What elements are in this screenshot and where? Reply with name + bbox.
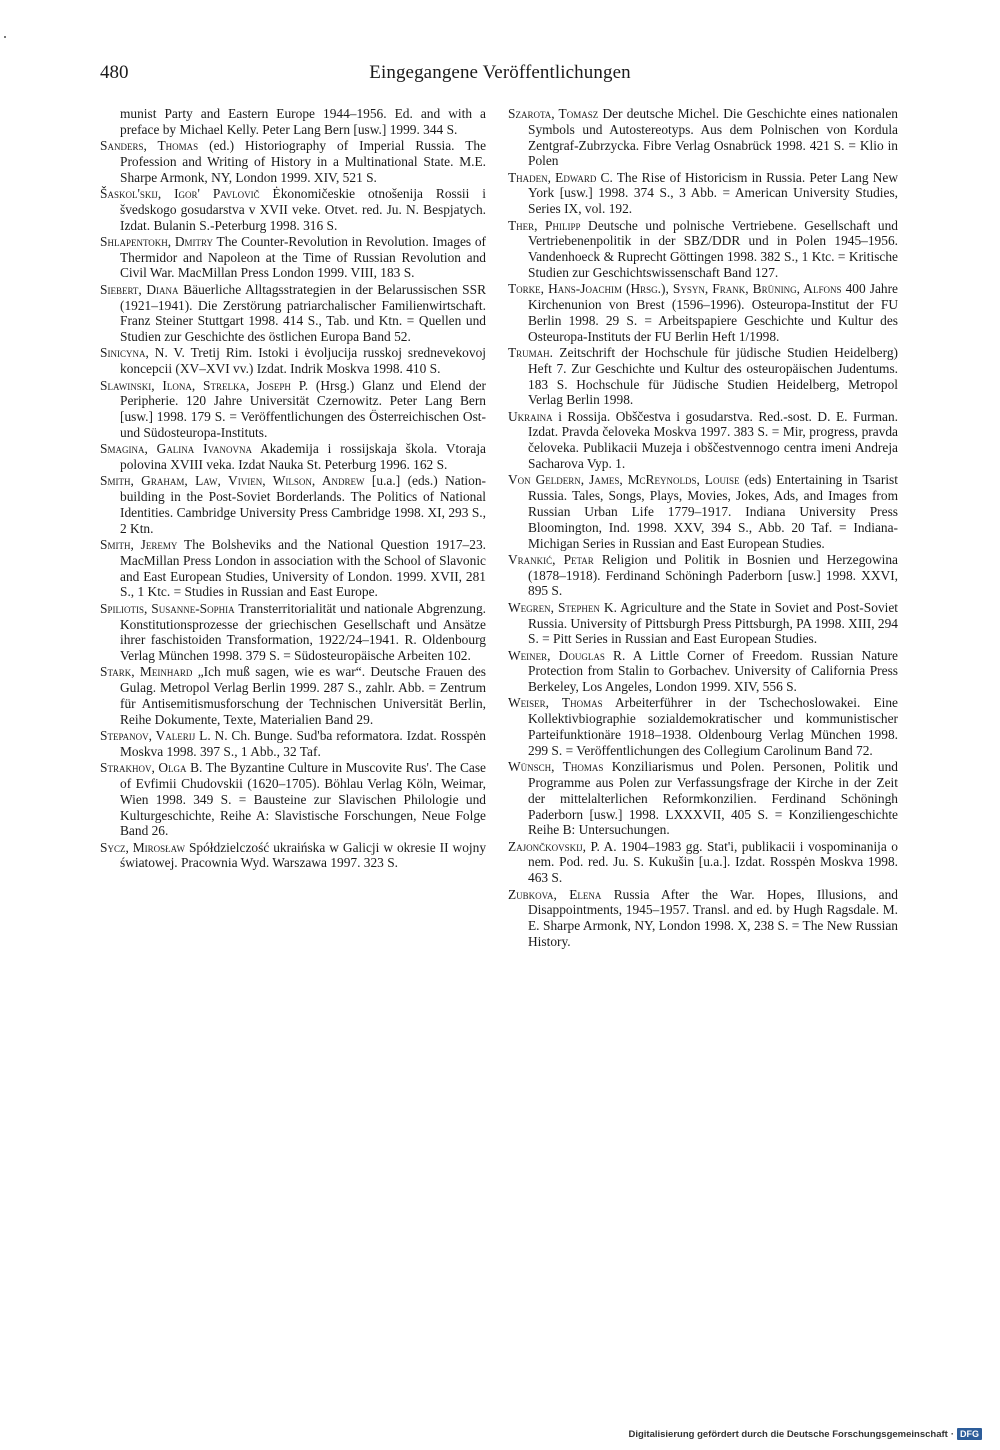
entry-text: „Ich muß sagen, wie es war“. Deutsche Frauen des Gulag. Metropol Verlag Berlin 1999. 287 S., zahlr. Abb. = Zentrum für Antisemitismusforschung der Technischen Universität Berlin, Reihe Dokumente, Texte, Materialien Band 29. <box>120 664 486 727</box>
bibliography-entry <box>508 648 898 695</box>
entry-author: Wünsch, Thomas <box>508 759 604 775</box>
bibliography-entry <box>100 378 486 441</box>
entry-author: Slawinski, Ilona, Strelka, Joseph P. <box>100 377 309 393</box>
bibliography-entry <box>100 186 486 233</box>
dfg-logo: DFG <box>957 1428 982 1440</box>
page-header <box>100 62 900 86</box>
entry-text: N. Ch. Bunge. Sud'ba reformatora. Izdat. Rosspėn Moskva 1998. 397 S., 1 Abb., 32 Taf. <box>120 728 486 759</box>
right-column <box>508 106 898 950</box>
entry-text: The Counter-Revolution in Revolution. Images of Thermidor and Napoleon at the Time of Russian Revolution and Civil War. MacMillan Press London 1999. VIII, 183 S. <box>120 233 486 281</box>
running-title: Eingegangene Veröffentlichungen <box>369 62 631 83</box>
entry-author: Smagina, Galina Ivanovna <box>100 441 252 457</box>
entry-text: Russia After the War. Hopes, Illusions, and Disappointments, 1945–1957. Transl. and ed. by Hugh Ragsdale. M. E. Sharpe Armonk, NY, London 1998. X, 238 S. = The New Russian History. <box>528 886 898 949</box>
entry-author: Weiner, Douglas R. <box>508 647 626 663</box>
bibliography-entry <box>100 282 486 345</box>
bibliography-entry <box>100 106 486 138</box>
entry-author: Weiser, Thomas <box>508 695 603 711</box>
bibliography-entry <box>100 345 486 377</box>
entry-author: Zajončkovskij, P. A. <box>508 838 617 854</box>
entry-author: Ther, Philipp <box>508 217 581 233</box>
bibliography-entry <box>508 106 898 169</box>
entry-author: Szarota, Tomasz <box>508 106 599 121</box>
entry-author: Strakhov, Olga B. <box>100 760 203 776</box>
bibliography-entry <box>508 218 898 281</box>
bibliography-entry <box>508 552 898 599</box>
entry-author: Ukraina <box>508 408 553 424</box>
entry-author: Trumah. <box>508 344 554 360</box>
bibliography-entry <box>100 760 486 839</box>
bibliography-entry <box>100 473 486 536</box>
bibliography-entry <box>100 728 486 760</box>
entry-text: Spółdzielczość ukraińska w Galicji w okresie II wojny światowej. Pracownia Wyd. Warszawa 1997. 323 S. <box>120 839 487 871</box>
entry-author: Von Geldern, James, McReynolds, Louise <box>508 472 740 488</box>
scan-mark <box>4 36 6 38</box>
entry-text: Transterritorialität und nationale Abgrenzung. Konstitutionsprozesse der griechischen Gesellschaft und Ansätze ihrer faschistoiden Transformation, 1922/24–1941. R. Oldenbourg Verlag München 1998. 379 S. = Südosteuropäische Arbeiten 102. <box>120 600 486 664</box>
entry-text: Akademija i rossijskaja škola. Vtoraja polovina XVIII veka. Izdat Nauka St. Peterburg 1996. 162 S. <box>120 441 486 473</box>
bibliography-entry <box>508 472 898 551</box>
entry-author: Thaden, Edward C. <box>508 169 613 185</box>
entry-text: 1904–1983 gg. Stat'i, publikacii i vospominanija o nem. Pod. red. Ju. S. Kukušin [u.a.]. Izdat. Rosspėn Moskva 1998. 463 S. <box>528 838 898 886</box>
entry-author: Sinicyna, N. V. <box>100 345 185 361</box>
entry-author: Siebert, Diana <box>100 281 179 297</box>
entry-text: Agriculture and the State in Soviet and Post-Soviet Russia. University of Pittsburgh Press Pittsburgh, PA 1998. XIII, 294 S. = Pitt Series in Russian and East European Studies. <box>528 599 898 647</box>
entry-text: The Rise of Historicism in Russia. Peter Lang New York [usw.] 1998. 374 S., 3 Abb. = American University Studies, Series IX, vol. 192. <box>528 169 898 217</box>
entry-text: i Rossija. Obščestva i gosudarstva. Red.-sost. D. E. Furman. Izdat. Pravda čeloveka Moskva 1997. 383 S. = Mir, progress, pravda čeloveka. Publikacii Muzeja i obščestvennogo centra imeni Andreja Sacharova Vyp. 1. <box>528 408 898 472</box>
entry-author: Sanders, Thomas <box>100 138 199 154</box>
entry-text: 400 Jahre Kirchenunion von Brest (1596–1996). Osteuropa-Institut der FU Berlin 1998. 29 S. = Arbeitspapiere Geschichte und Kultur des Osteuropa-Instituts der FU Berlin Heft 1/1998. <box>528 281 898 344</box>
bibliography-entry <box>100 441 486 473</box>
entry-text: The Byzantine Culture in Muscovite Rus'. The Case of Evfimii Chudovskii (1620–1705). Böhlau Verlag Köln, Weimar, Wien 1998. 349 S. = Bausteine zur Slavischen Philologie und Kulturgeschichte, Reihe A: Slavistische Forschungen, Neue Folge Band 26. <box>120 760 486 839</box>
bibliography-entry <box>508 409 898 472</box>
bibliography-entry <box>100 601 486 664</box>
entry-text: Arbeiterführer in der Tschechoslowakei. Eine Kollektivbiographie sozialdemokratischer und kommunistischer Parteifunktionäre 1918–1938. Oldenbourg Verlag München 1998. 299 S. = Veröffentlichungen des Collegium Carolinum Band 72. <box>528 695 898 758</box>
bibliography-entry <box>508 759 898 838</box>
page-number: 480 <box>100 62 129 83</box>
entry-text: Deutsche und polnische Vertriebene. Gesellschaft und Vertriebenenpolitik in der SBZ/DDR und in Polen 1945–1956. Vandenhoeck & Ruprecht Göttingen 1998. 382 S., 1 Ktc. = Kritische Studien zur Geschichtswissenschaft Band 127. <box>528 217 898 280</box>
entry-author: Smith, Jeremy <box>100 537 178 553</box>
entry-author: Wegren, Stephen K. <box>508 599 617 615</box>
footer-note: Digitalisierung gefördert durch die Deutsche Forschungsgemeinschaft · DFG <box>628 1428 982 1440</box>
bibliography-entry <box>100 664 486 727</box>
funding-note: Digitalisierung gefördert durch die Deutsche Forschungsgemeinschaft <box>628 1428 948 1440</box>
bibliography-entry <box>508 170 898 217</box>
bibliography-entry <box>100 234 486 281</box>
entry-text: A Little Corner of Freedom. Russian Nature Protection from Stalin to Gorbachev. University of California Press Berkeley, Los Angeles, London 1999. XIV, 556 S. <box>528 647 898 695</box>
bibliography-entry <box>508 345 898 408</box>
entry-text: [u.a.] (eds.) Nation-building in the Post-Soviet Borderlands. The Politics of National Identities. Cambridge University Press Cambridge 1998. XI, 293 S., 2 Ktn. <box>120 473 486 536</box>
entry-author: Stepanov, Valerij L. <box>100 728 211 744</box>
entry-text: Der deutsche Michel. Die Geschichte eines nationalen Symbols und Autostereotyps. Aus dem Polnischen von Kordula Zentgraf-Zubrzycka. Fibre Verlag Osnabrück 1998. 421 S. = Klio in Polen <box>528 106 898 169</box>
entry-text: Konziliarismus und Polen. Personen, Politik und Programme aus Polen zur Verfassungsfrage der Kirche in der Zeit der mittelalterlichen Reformkonzilien. Ferdinand Schöningh Paderborn [usw.] 1998. LXXXVII, 405 S. = Konziliengeschichte Reihe B: Untersuchungen. <box>528 759 898 838</box>
bibliography-entry <box>100 138 486 185</box>
bibliography-entry <box>508 600 898 647</box>
entry-text: Zeitschrift der Hochschule für jüdische Studien Heidelberg) Heft 7. Zur Geschichte und Kultur des osteuropäischen Judentums. 183 S. Hochschule für Jüdische Studien Heidelberg, Metropol Verlag Berlin 1998. <box>528 344 898 408</box>
entry-author: Šaskol'skij, Igor' Pavlovič <box>100 185 260 201</box>
entry-author: Shlapentokh, Dmitry <box>100 233 214 249</box>
entry-author: Spiliotis, Susanne-Sophia <box>100 600 235 616</box>
entry-author: Torke, Hans-Joachim (Hrsg.), Sysyn, Frank, Brüning, Alfons <box>508 281 842 297</box>
entry-author: Zubkova, Elena <box>508 886 602 902</box>
bibliography-entry <box>508 281 898 344</box>
entry-text: (Hrsg.) Glanz und Elend der Peripherie. 120 Jahre Universität Czernowitz. Peter Lang Bern [usw.] 1998. 179 S. = Veröffentlichungen des Österreichischen Ost- und Südosteuropa-Instituts. <box>120 377 487 440</box>
entry-text: Tretij Rim. Istoki i ėvoljucija russkoj srednevekovoj koncepcii (XV–XVI vv.) Izdat. Indrik Moskva 1998. 410 S. <box>120 345 486 377</box>
entry-text: (eds) Entertaining in Tsarist Russia. Tales, Songs, Plays, Movies, Jokes, Ads, and Images from Russian Urban Life 1779–1917. Indiana University Press Bloomington, Ind. 1998. XXV, 394 S., Abb. 20 Taf. = Indiana-Michigan Series in Russian and East European Studies. <box>528 472 898 551</box>
entry-author: Smith, Graham, Law, Vivien, Wilson, Andrew <box>100 473 365 489</box>
left-column <box>100 106 486 872</box>
entry-author: Sycz, Mirosław <box>100 839 185 855</box>
bibliography-entry <box>508 695 898 758</box>
entry-author: Vrankić, Petar <box>508 551 594 567</box>
entry-text: Religion und Politik in Bosnien und Herzegowina (1878–1918). Ferdinand Schöningh Paderborn [usw.] 1998. XXVI, 895 S. <box>528 551 898 599</box>
entry-text: Ėkonomičeskie otnošenija Rossii i švedskogo gosudarstva v XVII veke. Otvet. red. Ju. N. Bespjatych. Izdat. Bulanin S.-Peterburg 1998. 316 S. <box>120 185 486 233</box>
bibliography-entry <box>100 840 486 872</box>
bibliography-entry <box>100 537 486 600</box>
entry-text: Bäuerliche Alltagsstrategien in der Belarussischen SSR (1921–1941). Die Zerstörung patriarchalischer Familienwirtschaft. Franz Steiner Stuttgart 1998. 414 S., Tab. und Ktn. = Quellen und Studien zur Geschichte des östlichen Europa Band 52. <box>120 281 487 345</box>
entry-author: Stark, Meinhard <box>100 664 193 680</box>
entry-text: (ed.) Historiography of Imperial Russia. The Profession and Writing of History in a Multinational State. M.E. Sharpe Armonk, NY, London 1999. XIV, 521 S. <box>120 138 487 185</box>
bibliography-entry <box>508 887 898 950</box>
bibliography-entry <box>508 839 898 886</box>
entry-text: The Bolsheviks and the National Question 1917–23. MacMillan Press London in association with the School of Slavonic and East European Studies, University of London. 1999. XVII, 281 S., 1 Ktc. = Studies in Russian and East Europe. <box>120 537 486 600</box>
entry-text: munist Party and Eastern Europe 1944–1956. Ed. and with a preface by Michael Kelly. Peter Lang Bern [usw.] 1999. 344 S. <box>120 106 486 137</box>
